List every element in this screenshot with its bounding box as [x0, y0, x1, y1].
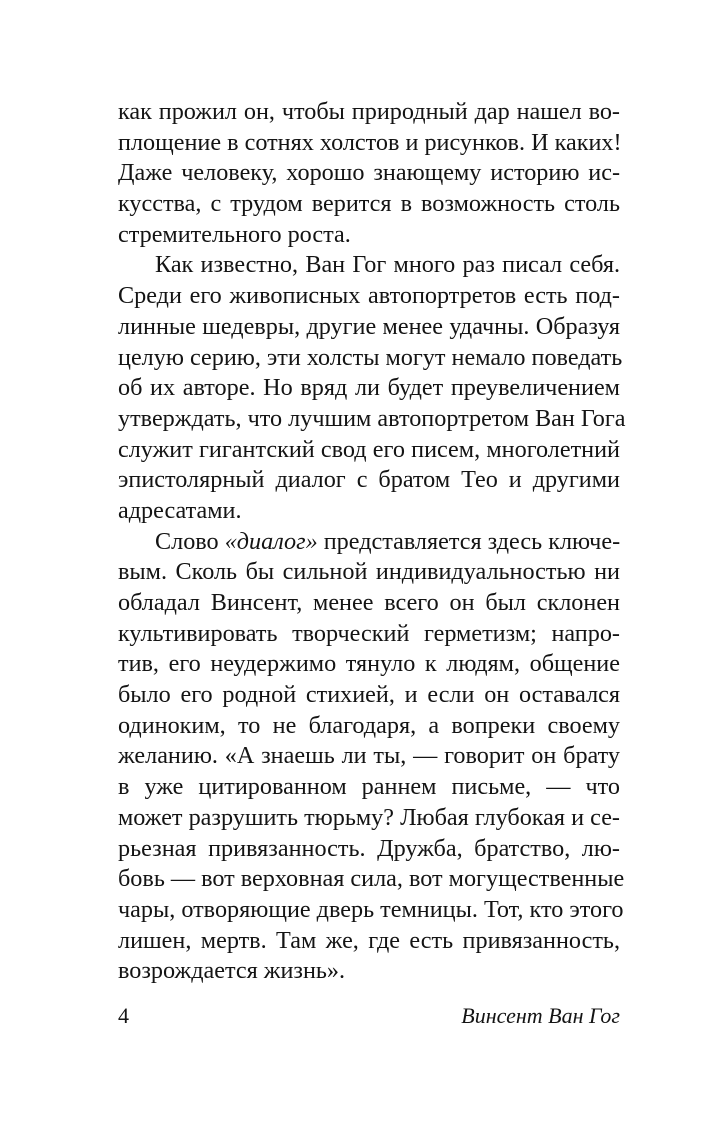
italic-term: «диалог»: [224, 527, 318, 555]
text-line: культивировать творческий герметизм; напро-: [118, 619, 620, 647]
text-line: площение в сотнях холстов и рисунков. И каких!: [118, 128, 622, 156]
text-line: целую серию, эти холсты могут немало поведать: [118, 343, 623, 371]
text-line: желанию. «А знаешь ли ты, — говорит он брату: [118, 742, 620, 770]
text-run: Слово: [155, 527, 225, 555]
text-line: в уже цитированном раннем письме, — что: [118, 773, 620, 801]
text-line: чары, отворяющие дверь темницы. Тот, кто этого: [118, 895, 624, 923]
text-line: вым. Сколь бы сильной индивидуальностью ни: [118, 558, 620, 586]
text-line: тив, его неудержимо тянуло к людям, общение: [118, 650, 620, 678]
text-line: Как известно, Ван Гог много раз писал себя.: [155, 251, 620, 279]
text-line: стремительного роста.: [118, 220, 351, 248]
text-run: представляется здесь ключе-: [317, 527, 621, 555]
page-number: 4: [118, 1003, 129, 1028]
text-line: Среди его живописных автопортретов есть под-: [118, 282, 620, 310]
text-line: как прожил он, чтобы природный дар нашел во-: [118, 98, 620, 125]
text-line: может разрушить тюрьму? Любая глубокая и се-: [118, 803, 620, 831]
text-line: было его родной стихией, и если он оставался: [118, 681, 620, 709]
text-line: Даже человеку, хорошо знающему историю ис-: [118, 159, 620, 187]
text-line: обладал Винсент, менее всего он был склонен: [118, 589, 620, 616]
text-line: бовь — вот верховная сила, вот могущественные: [118, 865, 625, 893]
text-line: об их авторе. Но вряд ли будет преувеличением: [118, 374, 620, 402]
text-line: кусства, с трудом верится в возможность столь: [118, 190, 620, 218]
text-line: утверждать, что лучшим автопортретом Ван Гога: [118, 404, 626, 432]
text-line: [118, 527, 620, 558]
text-line: рьезная привязанность. Дружба, братство, лю-: [118, 834, 620, 862]
text-line: лишен, мертв. Там же, где есть привязанность,: [118, 926, 620, 954]
page-footer: [118, 1001, 620, 1031]
body-text: [118, 97, 626, 987]
running-title: Винсент Ван Гог: [461, 1003, 620, 1028]
text-line: адресатами.: [118, 496, 242, 524]
text-line: служит гигантский свод его писем, многолетний: [118, 435, 620, 463]
text-line: одиноким, то не благодаря, а вопреки своему: [118, 711, 620, 739]
text-line: линные шедевры, другие менее удачны. Образуя: [118, 312, 620, 340]
text-line: эпистолярный диалог с братом Тео и другими: [118, 466, 620, 494]
text-line: возрождается жизнь».: [118, 957, 346, 985]
